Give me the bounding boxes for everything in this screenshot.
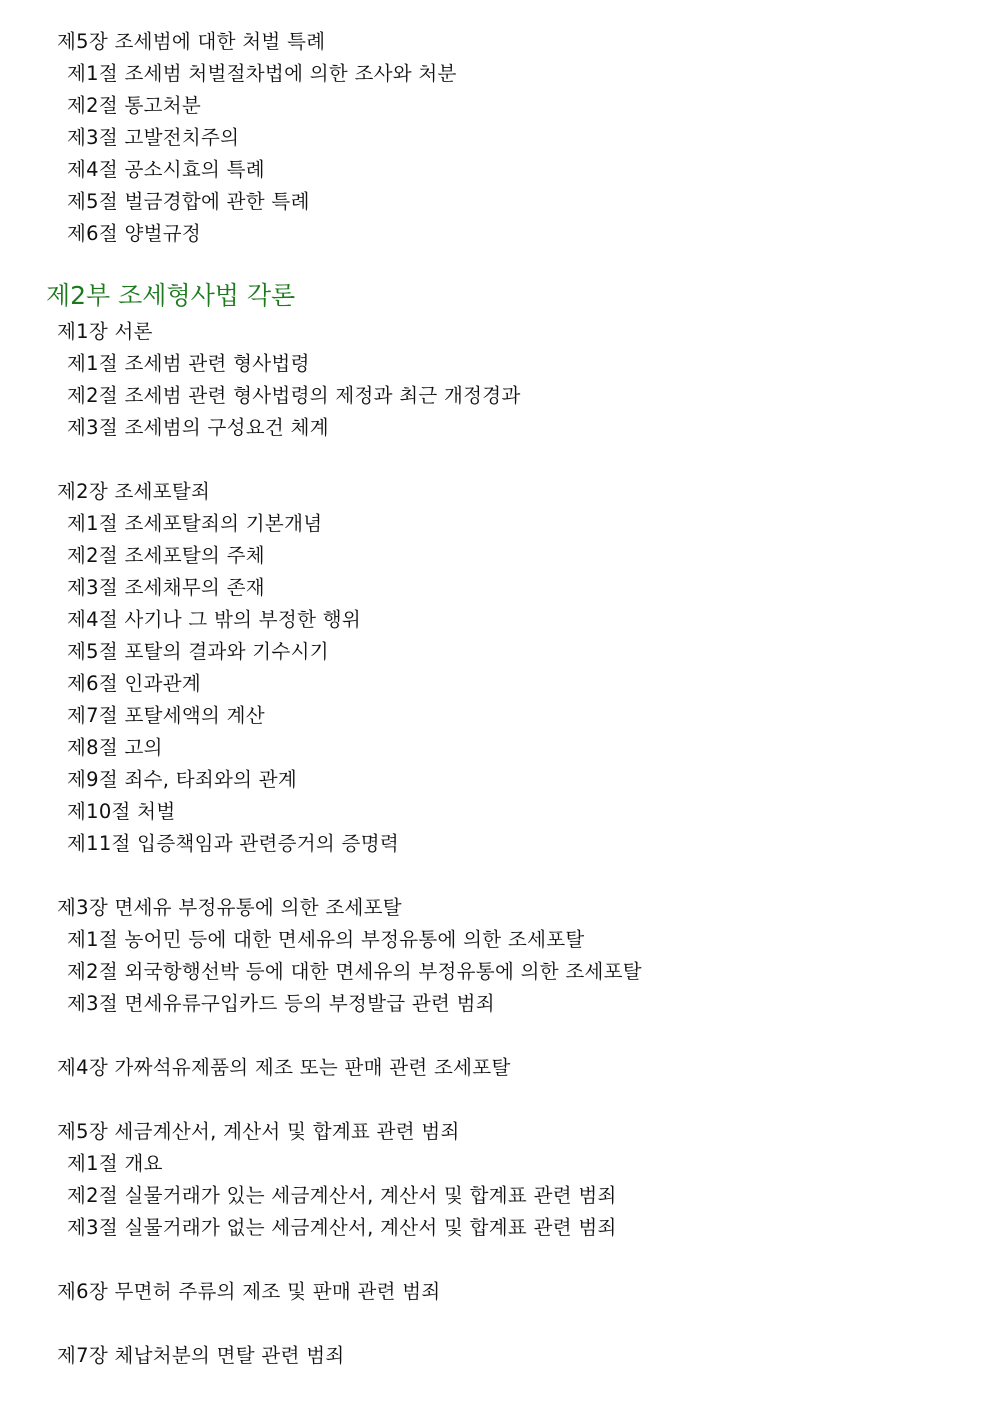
section-item: 제2절 실물거래가 있는 세금계산서, 계산서 및 합계표 관련 범죄 — [67, 1184, 617, 1207]
chapter-heading: 제2장 조세포탈죄 — [57, 480, 211, 503]
section-item: 제4절 사기나 그 밖의 부정한 행위 — [67, 608, 361, 631]
section-item: 제1절 조세범 처벌절차법에 의한 조사와 처분 — [67, 62, 457, 85]
part-heading: 제2부 조세형사법 각론 — [46, 281, 296, 310]
section-item: 제10절 처벌 — [67, 800, 176, 823]
section-item: 제3절 조세범의 구성요건 체계 — [67, 416, 329, 439]
spacer — [0, 1084, 992, 1116]
chapter-heading: 제4장 가짜석유제품의 제조 또는 판매 관련 조세포탈 — [57, 1056, 511, 1079]
section-item: 제5절 벌금경합에 관한 특례 — [67, 190, 310, 213]
section-item: 제3절 고발전치주의 — [67, 126, 240, 149]
chapter-heading: 제7장 체납처분의 면탈 관련 범죄 — [57, 1344, 345, 1367]
table-of-contents — [0, 26, 992, 1372]
chapter-heading: 제6장 무면허 주류의 제조 및 판매 관련 범죄 — [57, 1280, 441, 1303]
section-item: 제3절 실물거래가 없는 세금계산서, 계산서 및 합계표 관련 범죄 — [67, 1216, 617, 1239]
chapter-heading: 제1장 서론 — [57, 320, 153, 343]
chapter-heading: 제5장 조세범에 대한 처벌 특례 — [57, 30, 326, 53]
chapter-heading: 제5장 세금계산서, 계산서 및 합계표 관련 범죄 — [57, 1120, 460, 1143]
section-item: 제1절 농어민 등에 대한 면세유의 부정유통에 의한 조세포탈 — [67, 928, 585, 951]
section-item: 제6절 양벌규정 — [67, 222, 202, 245]
section-item: 제1절 조세범 관련 형사법령 — [67, 352, 310, 375]
section-item: 제4절 공소시효의 특례 — [67, 158, 265, 181]
section-item: 제11절 입증책임과 관련증거의 증명력 — [67, 832, 399, 855]
section-item: 제1절 개요 — [67, 1152, 163, 1175]
section-item: 제3절 조세채무의 존재 — [67, 576, 265, 599]
section-item: 제1절 조세포탈죄의 기본개념 — [67, 512, 323, 535]
section-item: 제3절 면세유류구입카드 등의 부정발급 관련 범죄 — [67, 992, 495, 1015]
spacer — [0, 1020, 992, 1052]
section-item: 제6절 인과관계 — [67, 672, 202, 695]
section-item: 제8절 고의 — [67, 736, 163, 759]
section-item: 제2절 조세범 관련 형사법령의 제정과 최근 개정경과 — [67, 384, 521, 407]
section-item: 제2절 통고처분 — [67, 94, 202, 117]
section-item: 제2절 외국항행선박 등에 대한 면세유의 부정유통에 의한 조세포탈 — [67, 960, 642, 983]
chapter-heading: 제3장 면세유 부정유통에 의한 조세포탈 — [57, 896, 402, 919]
section-item: 제2절 조세포탈의 주체 — [67, 544, 265, 567]
section-item: 제7절 포탈세액의 계산 — [67, 704, 265, 727]
spacer — [0, 1308, 992, 1340]
spacer — [0, 1244, 992, 1276]
section-item: 제5절 포탈의 결과와 기수시기 — [67, 640, 329, 663]
section-item: 제9절 죄수, 타죄와의 관계 — [67, 768, 298, 791]
spacer — [0, 444, 992, 476]
spacer — [0, 860, 992, 892]
